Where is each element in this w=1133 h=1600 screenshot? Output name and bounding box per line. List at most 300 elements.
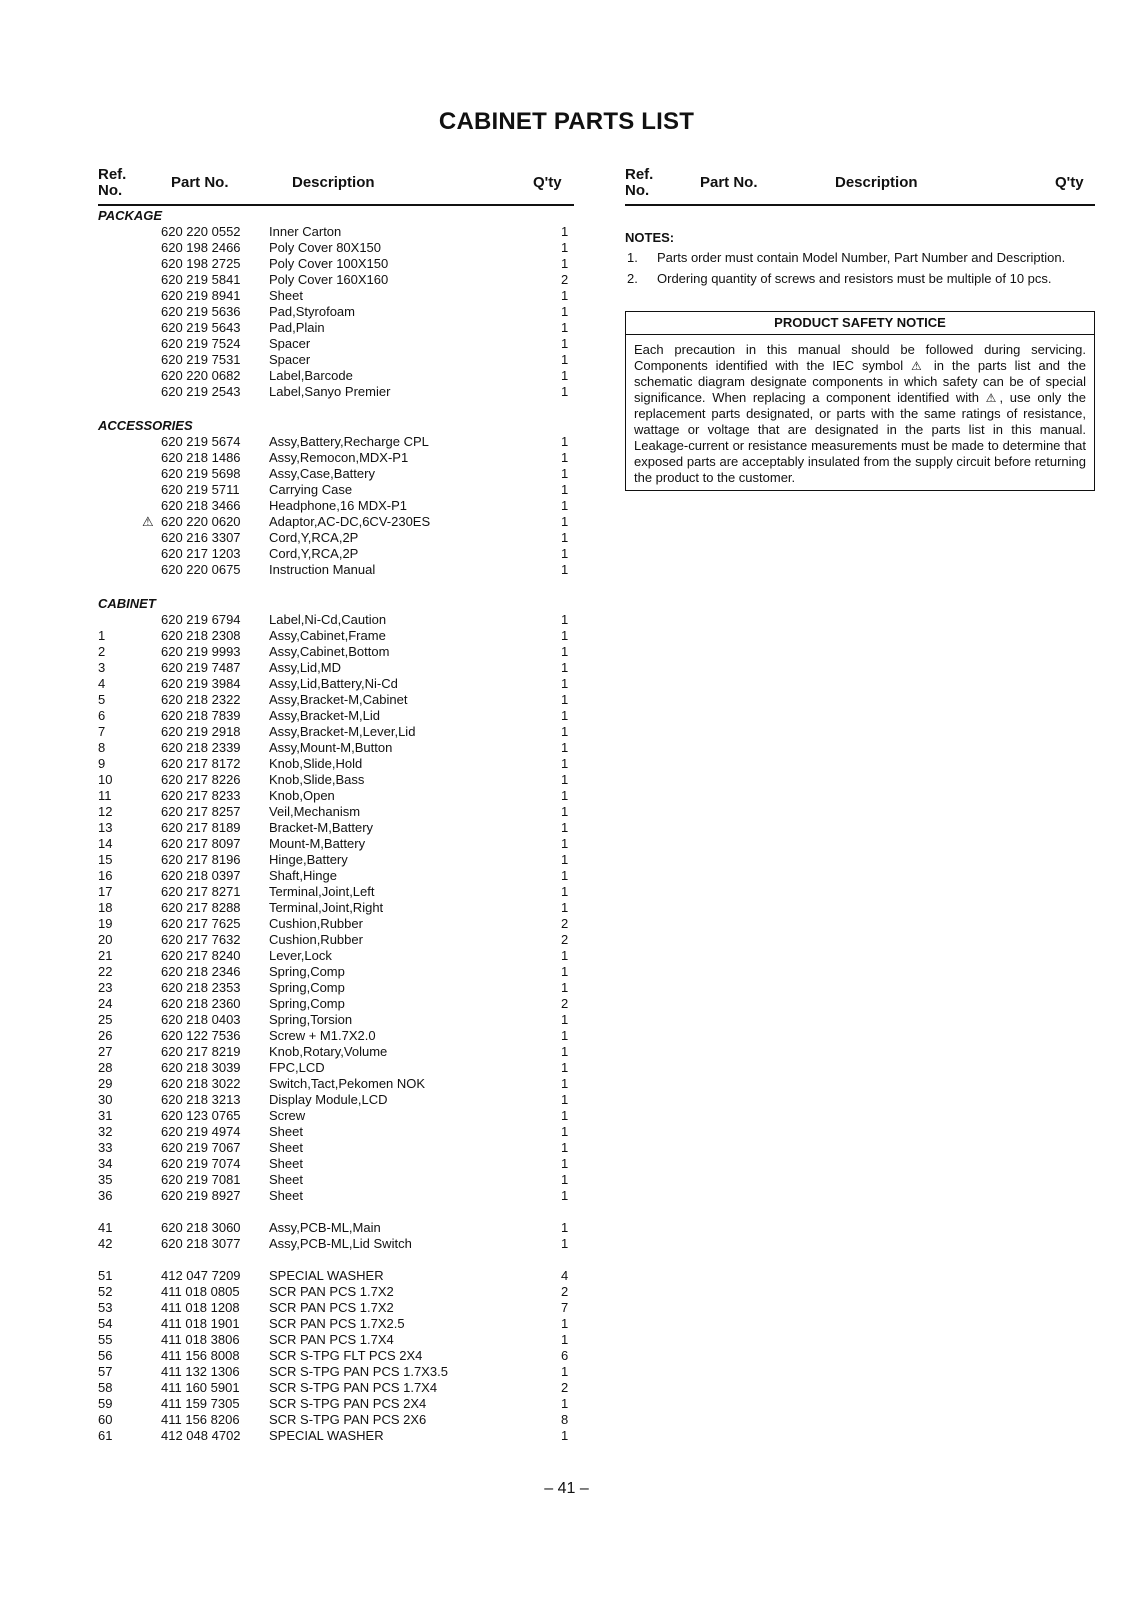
quantity: 2 xyxy=(561,1284,569,1299)
part-number: 411 018 1901 xyxy=(161,1316,240,1331)
table-row xyxy=(98,1044,574,1060)
quantity: 1 xyxy=(561,482,569,497)
table-row xyxy=(98,676,574,692)
description: Terminal,Joint,Left xyxy=(269,884,375,899)
safety-notice-body xyxy=(626,335,1094,490)
description: Assy,Cabinet,Frame xyxy=(269,628,386,643)
table-row xyxy=(98,1236,574,1252)
table-row xyxy=(98,240,574,256)
quantity: 1 xyxy=(561,1396,569,1411)
ref-number: 30 xyxy=(98,1092,113,1107)
quantity: 1 xyxy=(561,1172,569,1187)
description: Adaptor,AC-DC,6CV-230ES xyxy=(269,514,431,529)
ref-number: 25 xyxy=(98,1012,113,1027)
table-row xyxy=(98,1412,574,1428)
part-number: 620 218 2339 xyxy=(161,740,241,755)
table-row xyxy=(98,434,574,450)
part-number: 620 220 0620 xyxy=(161,514,241,529)
part-number: 411 156 8008 xyxy=(161,1348,240,1363)
part-number: 620 217 8233 xyxy=(161,788,241,803)
description: Pad,Styrofoam xyxy=(269,304,355,319)
table-row xyxy=(98,530,574,546)
quantity: 1 xyxy=(561,224,569,239)
description: Label,Sanyo Premier xyxy=(269,384,391,399)
table-row xyxy=(98,272,574,288)
part-number: 620 218 2308 xyxy=(161,628,241,643)
quantity: 1 xyxy=(561,1044,569,1059)
ref-number: 4 xyxy=(98,676,106,691)
ref-number: 34 xyxy=(98,1156,113,1171)
part-number: 620 219 8927 xyxy=(161,1188,241,1203)
ref-number: 33 xyxy=(98,1140,113,1155)
description: SCR PAN PCS 1.7X2 xyxy=(269,1300,394,1315)
header-description: Description xyxy=(835,174,918,191)
part-number: 411 018 3806 xyxy=(161,1332,240,1347)
part-number: 620 219 8941 xyxy=(161,288,241,303)
table-row xyxy=(98,352,574,368)
quantity: 6 xyxy=(561,1348,569,1363)
part-number: 412 048 4702 xyxy=(161,1428,241,1443)
safety-text: in the parts list and the schematic diagram designate components in which safety can be of special significance. When replacing a component identified with xyxy=(634,358,1086,405)
description: Sheet xyxy=(269,1124,303,1139)
ref-number: 41 xyxy=(98,1220,113,1235)
header-ref-no: No. xyxy=(625,182,650,199)
description: Knob,Slide,Hold xyxy=(269,756,363,771)
table-row xyxy=(98,304,574,320)
quantity: 1 xyxy=(561,740,569,755)
table-row xyxy=(98,498,574,514)
quantity: 1 xyxy=(561,708,569,723)
table-row xyxy=(98,692,574,708)
ref-number: 3 xyxy=(98,660,106,675)
table-row xyxy=(98,964,574,980)
description: Knob,Open xyxy=(269,788,335,803)
ref-number: 35 xyxy=(98,1172,113,1187)
ref-number: 52 xyxy=(98,1284,113,1299)
quantity: 1 xyxy=(561,1076,569,1091)
quantity: 4 xyxy=(561,1268,569,1283)
part-number: 411 160 5901 xyxy=(161,1380,240,1395)
description: Cushion,Rubber xyxy=(269,916,363,931)
description: Spring,Comp xyxy=(269,980,345,995)
description: Hinge,Battery xyxy=(269,852,348,867)
quantity: 1 xyxy=(561,240,569,255)
ref-number: 2 xyxy=(98,644,106,659)
part-number: 620 217 8240 xyxy=(161,948,241,963)
quantity: 1 xyxy=(561,1316,569,1331)
part-number: 411 018 0805 xyxy=(161,1284,240,1299)
description: SCR S-TPG PAN PCS 1.7X3.5 xyxy=(269,1364,448,1379)
quantity: 1 xyxy=(561,948,569,963)
description: Screw + M1.7X2.0 xyxy=(269,1028,376,1043)
description: Spacer xyxy=(269,336,311,351)
description: Assy,Remocon,MDX-P1 xyxy=(269,450,409,465)
ref-number: 58 xyxy=(98,1380,113,1395)
part-number: 620 198 2466 xyxy=(161,240,241,255)
ref-number: 10 xyxy=(98,772,113,787)
page-title: CABINET PARTS LIST xyxy=(438,108,695,135)
table-row xyxy=(98,1028,574,1044)
table-row xyxy=(98,724,574,740)
description: Carrying Case xyxy=(269,482,353,497)
table-row xyxy=(98,804,574,820)
description: Sheet xyxy=(269,288,303,303)
table-row xyxy=(98,1220,574,1236)
table-row xyxy=(98,1140,574,1156)
table-row xyxy=(98,466,574,482)
part-number: 620 218 3213 xyxy=(161,1092,241,1107)
table-row xyxy=(98,546,574,562)
part-number: 620 218 3466 xyxy=(161,498,241,513)
quantity: 1 xyxy=(561,1188,569,1203)
ref-number: 6 xyxy=(98,708,106,723)
quantity: 1 xyxy=(561,676,569,691)
cabinet-list xyxy=(98,612,574,1204)
ref-number: 54 xyxy=(98,1316,113,1331)
description: Assy,Lid,MD xyxy=(269,660,341,675)
ref-number: 29 xyxy=(98,1076,113,1091)
table-row xyxy=(98,708,574,724)
pcb-list xyxy=(98,1220,574,1252)
table-row xyxy=(98,1300,574,1316)
quantity: 1 xyxy=(561,1012,569,1027)
part-number: 412 047 7209 xyxy=(161,1268,241,1283)
description: Spring,Torsion xyxy=(269,1012,353,1027)
ref-number: 32 xyxy=(98,1124,113,1139)
description: Spring,Comp xyxy=(269,996,345,1011)
part-number: 620 217 8257 xyxy=(161,804,241,819)
ref-number: 36 xyxy=(98,1188,113,1203)
description: Poly Cover 100X150 xyxy=(269,256,389,271)
table-row xyxy=(98,628,574,644)
quantity: 1 xyxy=(561,612,569,627)
quantity: 1 xyxy=(561,1220,569,1235)
table-row xyxy=(98,900,574,916)
table-row xyxy=(98,384,574,400)
table-header-right xyxy=(625,164,1095,204)
part-number: 620 219 3984 xyxy=(161,676,241,691)
note-number: 1. xyxy=(627,250,638,265)
description: Spacer xyxy=(269,352,311,367)
description: Pad,Plain xyxy=(269,320,325,335)
quantity: 1 xyxy=(561,288,569,303)
description: Cord,Y,RCA,2P xyxy=(269,546,359,561)
part-number: 620 218 3039 xyxy=(161,1060,241,1075)
warning-triangle-icon: ⚠ xyxy=(911,359,927,373)
ref-number: 12 xyxy=(98,804,113,819)
table-row xyxy=(98,772,574,788)
quantity: 1 xyxy=(561,884,569,899)
quantity: 1 xyxy=(561,1140,569,1155)
quantity: 1 xyxy=(561,852,569,867)
table-row xyxy=(98,996,574,1012)
note-number: 2. xyxy=(627,271,638,286)
table-row xyxy=(98,1108,574,1124)
ref-number: 42 xyxy=(98,1236,113,1251)
quantity: 1 xyxy=(561,546,569,561)
table-row xyxy=(98,1396,574,1412)
part-number: 620 217 8271 xyxy=(161,884,241,899)
table-row xyxy=(98,932,574,948)
description: Terminal,Joint,Right xyxy=(269,900,384,915)
description: Assy,Bracket-M,Cabinet xyxy=(269,692,408,707)
quantity: 1 xyxy=(561,820,569,835)
quantity: 1 xyxy=(561,692,569,707)
header-rule xyxy=(98,204,574,206)
description: SCR S-TPG PAN PCS 2X6 xyxy=(269,1412,427,1427)
header-qty: Q'ty xyxy=(533,174,562,191)
description: Assy,Bracket-M,Lever,Lid xyxy=(269,724,416,739)
part-number: 620 217 8196 xyxy=(161,852,241,867)
part-number: 620 218 0403 xyxy=(161,1012,241,1027)
ref-number: 1 xyxy=(98,628,106,643)
part-number: 620 123 0765 xyxy=(161,1108,241,1123)
part-number: 620 218 2346 xyxy=(161,964,241,979)
quantity: 1 xyxy=(561,352,569,367)
ref-number: 23 xyxy=(98,980,113,995)
quantity: 1 xyxy=(561,1364,569,1379)
table-row xyxy=(98,820,574,836)
quantity: 1 xyxy=(561,644,569,659)
table-row xyxy=(98,1332,574,1348)
header-ref: Ref. xyxy=(625,166,654,183)
table-header xyxy=(98,164,574,204)
quantity: 2 xyxy=(561,932,569,947)
description: Mount-M,Battery xyxy=(269,836,366,851)
note-item xyxy=(625,249,1095,266)
part-number: 620 219 5698 xyxy=(161,466,241,481)
table-row xyxy=(98,482,574,498)
notes-title: NOTES: xyxy=(625,230,675,245)
description: SCR PAN PCS 1.7X2.5 xyxy=(269,1316,405,1331)
screw-list xyxy=(98,1268,574,1444)
description: SCR S-TPG PAN PCS 2X4 xyxy=(269,1396,427,1411)
part-number: 620 218 0397 xyxy=(161,868,241,883)
table-row xyxy=(98,256,574,272)
part-number: 620 217 8288 xyxy=(161,900,241,915)
note-text: Ordering quantity of screws and resistors must be multiple of 10 pcs. xyxy=(657,271,1052,286)
ref-number: 11 xyxy=(98,788,112,803)
quantity: 1 xyxy=(561,320,569,335)
description: Bracket-M,Battery xyxy=(269,820,374,835)
note-item xyxy=(625,270,1095,287)
part-number: 620 217 1203 xyxy=(161,546,241,561)
part-number: 620 219 5674 xyxy=(161,434,241,449)
safety-text: , use only the replacement parts designated, or parts with the same ratings of resistance, wattage or voltage that are designated in the parts list in this manual. Leakage-current or resistance measurements must be made to determine that exposed parts are acceptably insulated from the supply circuit before returning the product to the customer. xyxy=(634,390,1086,485)
header-part-no: Part No. xyxy=(171,174,229,191)
quantity: 2 xyxy=(561,272,569,287)
part-number: 620 216 3307 xyxy=(161,530,241,545)
table-row xyxy=(98,224,574,240)
description: Label,Barcode xyxy=(269,368,353,383)
quantity: 1 xyxy=(561,964,569,979)
ref-number: 17 xyxy=(98,884,113,899)
header-rule-right xyxy=(625,204,1095,206)
part-number: 620 219 5841 xyxy=(161,272,241,287)
description: Knob,Rotary,Volume xyxy=(269,1044,388,1059)
table-row xyxy=(98,1124,574,1140)
description: SPECIAL WASHER xyxy=(269,1428,384,1443)
quantity: 1 xyxy=(561,368,569,383)
ref-number: 60 xyxy=(98,1412,113,1427)
ref-number: 5 xyxy=(98,692,106,707)
quantity: 1 xyxy=(561,836,569,851)
quantity: 1 xyxy=(561,1236,569,1251)
parts-table-right xyxy=(625,164,1095,491)
part-number: 620 220 0682 xyxy=(161,368,241,383)
description: Display Module,LCD xyxy=(269,1092,388,1107)
part-number: 620 198 2725 xyxy=(161,256,241,271)
description: Veil,Mechanism xyxy=(269,804,361,819)
description: Screw xyxy=(269,1108,306,1123)
part-number: 620 217 8189 xyxy=(161,820,241,835)
table-row xyxy=(98,514,574,530)
description: SCR PAN PCS 1.7X2 xyxy=(269,1284,394,1299)
part-number: 620 217 8219 xyxy=(161,1044,241,1059)
note-text: Parts order must contain Model Number, Part Number and Description. xyxy=(657,250,1066,265)
quantity: 1 xyxy=(561,1092,569,1107)
description: Assy,PCB-ML,Lid Switch xyxy=(269,1236,412,1251)
ref-number: 27 xyxy=(98,1044,113,1059)
header-part-no: Part No. xyxy=(700,174,758,191)
quantity: 1 xyxy=(561,788,569,803)
ref-number: 24 xyxy=(98,996,113,1011)
ref-number: 31 xyxy=(98,1108,113,1123)
description: Cushion,Rubber xyxy=(269,932,363,947)
quantity: 1 xyxy=(561,900,569,915)
part-number: 620 218 2360 xyxy=(161,996,241,1011)
part-number: 620 219 7531 xyxy=(161,352,241,367)
quantity: 1 xyxy=(561,304,569,319)
description: Assy,Battery,Recharge CPL xyxy=(269,434,429,449)
description: Headphone,16 MDX-P1 xyxy=(269,498,408,513)
table-row xyxy=(98,1380,574,1396)
part-number: 620 219 4974 xyxy=(161,1124,241,1139)
description: Switch,Tact,Pekomen NOK xyxy=(269,1076,426,1091)
table-row xyxy=(98,884,574,900)
quantity: 1 xyxy=(561,434,569,449)
ref-number: 13 xyxy=(98,820,113,835)
part-number: 620 217 7625 xyxy=(161,916,241,931)
description: Assy,Lid,Battery,Ni-Cd xyxy=(269,676,398,691)
ref-number: 61 xyxy=(98,1428,113,1443)
quantity: 2 xyxy=(561,916,569,931)
table-row xyxy=(98,1316,574,1332)
description: Sheet xyxy=(269,1156,303,1171)
table-row xyxy=(98,1188,574,1204)
quantity: 1 xyxy=(561,1028,569,1043)
header-qty: Q'ty xyxy=(1055,174,1084,191)
description: Assy,Mount-M,Button xyxy=(269,740,393,755)
quantity: 1 xyxy=(561,1428,569,1443)
part-number: 620 218 3022 xyxy=(161,1076,241,1091)
ref-number: 15 xyxy=(98,852,113,867)
ref-number: 22 xyxy=(98,964,113,979)
ref-number: 59 xyxy=(98,1396,113,1411)
safety-notice-title: PRODUCT SAFETY NOTICE xyxy=(626,312,1094,335)
table-row xyxy=(98,788,574,804)
ref-number: 7 xyxy=(98,724,106,739)
part-number: 620 219 7081 xyxy=(161,1172,241,1187)
table-row xyxy=(98,1364,574,1380)
description: SPECIAL WASHER xyxy=(269,1268,384,1283)
description: Label,Ni-Cd,Caution xyxy=(269,612,387,627)
part-number: 620 219 7067 xyxy=(161,1140,241,1155)
description: SCR PAN PCS 1.7X4 xyxy=(269,1332,394,1347)
quantity: 1 xyxy=(561,1124,569,1139)
description: Cord,Y,RCA,2P xyxy=(269,530,359,545)
quantity: 1 xyxy=(561,498,569,513)
table-row xyxy=(98,660,574,676)
quantity: 1 xyxy=(561,450,569,465)
part-number: 620 217 8226 xyxy=(161,772,241,787)
table-row xyxy=(98,756,574,772)
part-number: 620 217 8172 xyxy=(161,756,241,771)
description: Shaft,Hinge xyxy=(269,868,337,883)
part-number: 620 219 9993 xyxy=(161,644,241,659)
part-number: 620 122 7536 xyxy=(161,1028,241,1043)
part-number: 620 219 5636 xyxy=(161,304,241,319)
description: Inner Carton xyxy=(269,224,342,239)
part-number: 411 018 1208 xyxy=(161,1300,240,1315)
part-number: 620 219 2918 xyxy=(161,724,241,739)
ref-number: 55 xyxy=(98,1332,113,1347)
section-package: PACKAGE xyxy=(98,208,163,223)
part-number: 620 220 0552 xyxy=(161,224,241,239)
quantity: 1 xyxy=(561,804,569,819)
page-number: – 41 – xyxy=(544,1480,589,1497)
part-number: 411 156 8206 xyxy=(161,1412,240,1427)
part-number: 620 217 8097 xyxy=(161,836,241,851)
part-number: 620 219 6794 xyxy=(161,612,241,627)
ref-number: 53 xyxy=(98,1300,113,1315)
ref-number: 20 xyxy=(98,932,113,947)
ref-number: 16 xyxy=(98,868,113,883)
quantity: 2 xyxy=(561,996,569,1011)
part-number: 620 219 7074 xyxy=(161,1156,241,1171)
part-number: 620 218 7839 xyxy=(161,708,241,723)
warning-triangle-icon: ⚠ xyxy=(142,514,154,529)
safety-text: Each precaution in this manual should be followed during servicing. Components identified with the IEC symbol xyxy=(634,342,1086,373)
description: Poly Cover 160X160 xyxy=(269,272,389,287)
description: Sheet xyxy=(269,1188,303,1203)
quantity: 1 xyxy=(561,562,569,577)
part-number: 620 220 0675 xyxy=(161,562,241,577)
table-row xyxy=(98,336,574,352)
quantity: 7 xyxy=(561,1300,569,1315)
package-list xyxy=(98,224,574,400)
table-row xyxy=(98,288,574,304)
part-number: 620 219 5643 xyxy=(161,320,241,335)
table-row xyxy=(98,562,574,578)
table-row xyxy=(98,450,574,466)
part-number: 620 218 3077 xyxy=(161,1236,241,1251)
part-number: 620 219 2543 xyxy=(161,384,241,399)
quantity: 1 xyxy=(561,466,569,481)
quantity: 1 xyxy=(561,1108,569,1123)
description: SCR S-TPG FLT PCS 2X4 xyxy=(269,1348,423,1363)
description: Spring,Comp xyxy=(269,964,345,979)
ref-number: 51 xyxy=(98,1268,113,1283)
table-row xyxy=(98,1060,574,1076)
table-row xyxy=(98,644,574,660)
part-number: 620 217 7632 xyxy=(161,932,241,947)
table-row xyxy=(98,980,574,996)
description: FPC,LCD xyxy=(269,1060,325,1075)
parts-table-left xyxy=(98,164,574,1444)
quantity: 1 xyxy=(561,384,569,399)
part-number: 620 218 3060 xyxy=(161,1220,241,1235)
